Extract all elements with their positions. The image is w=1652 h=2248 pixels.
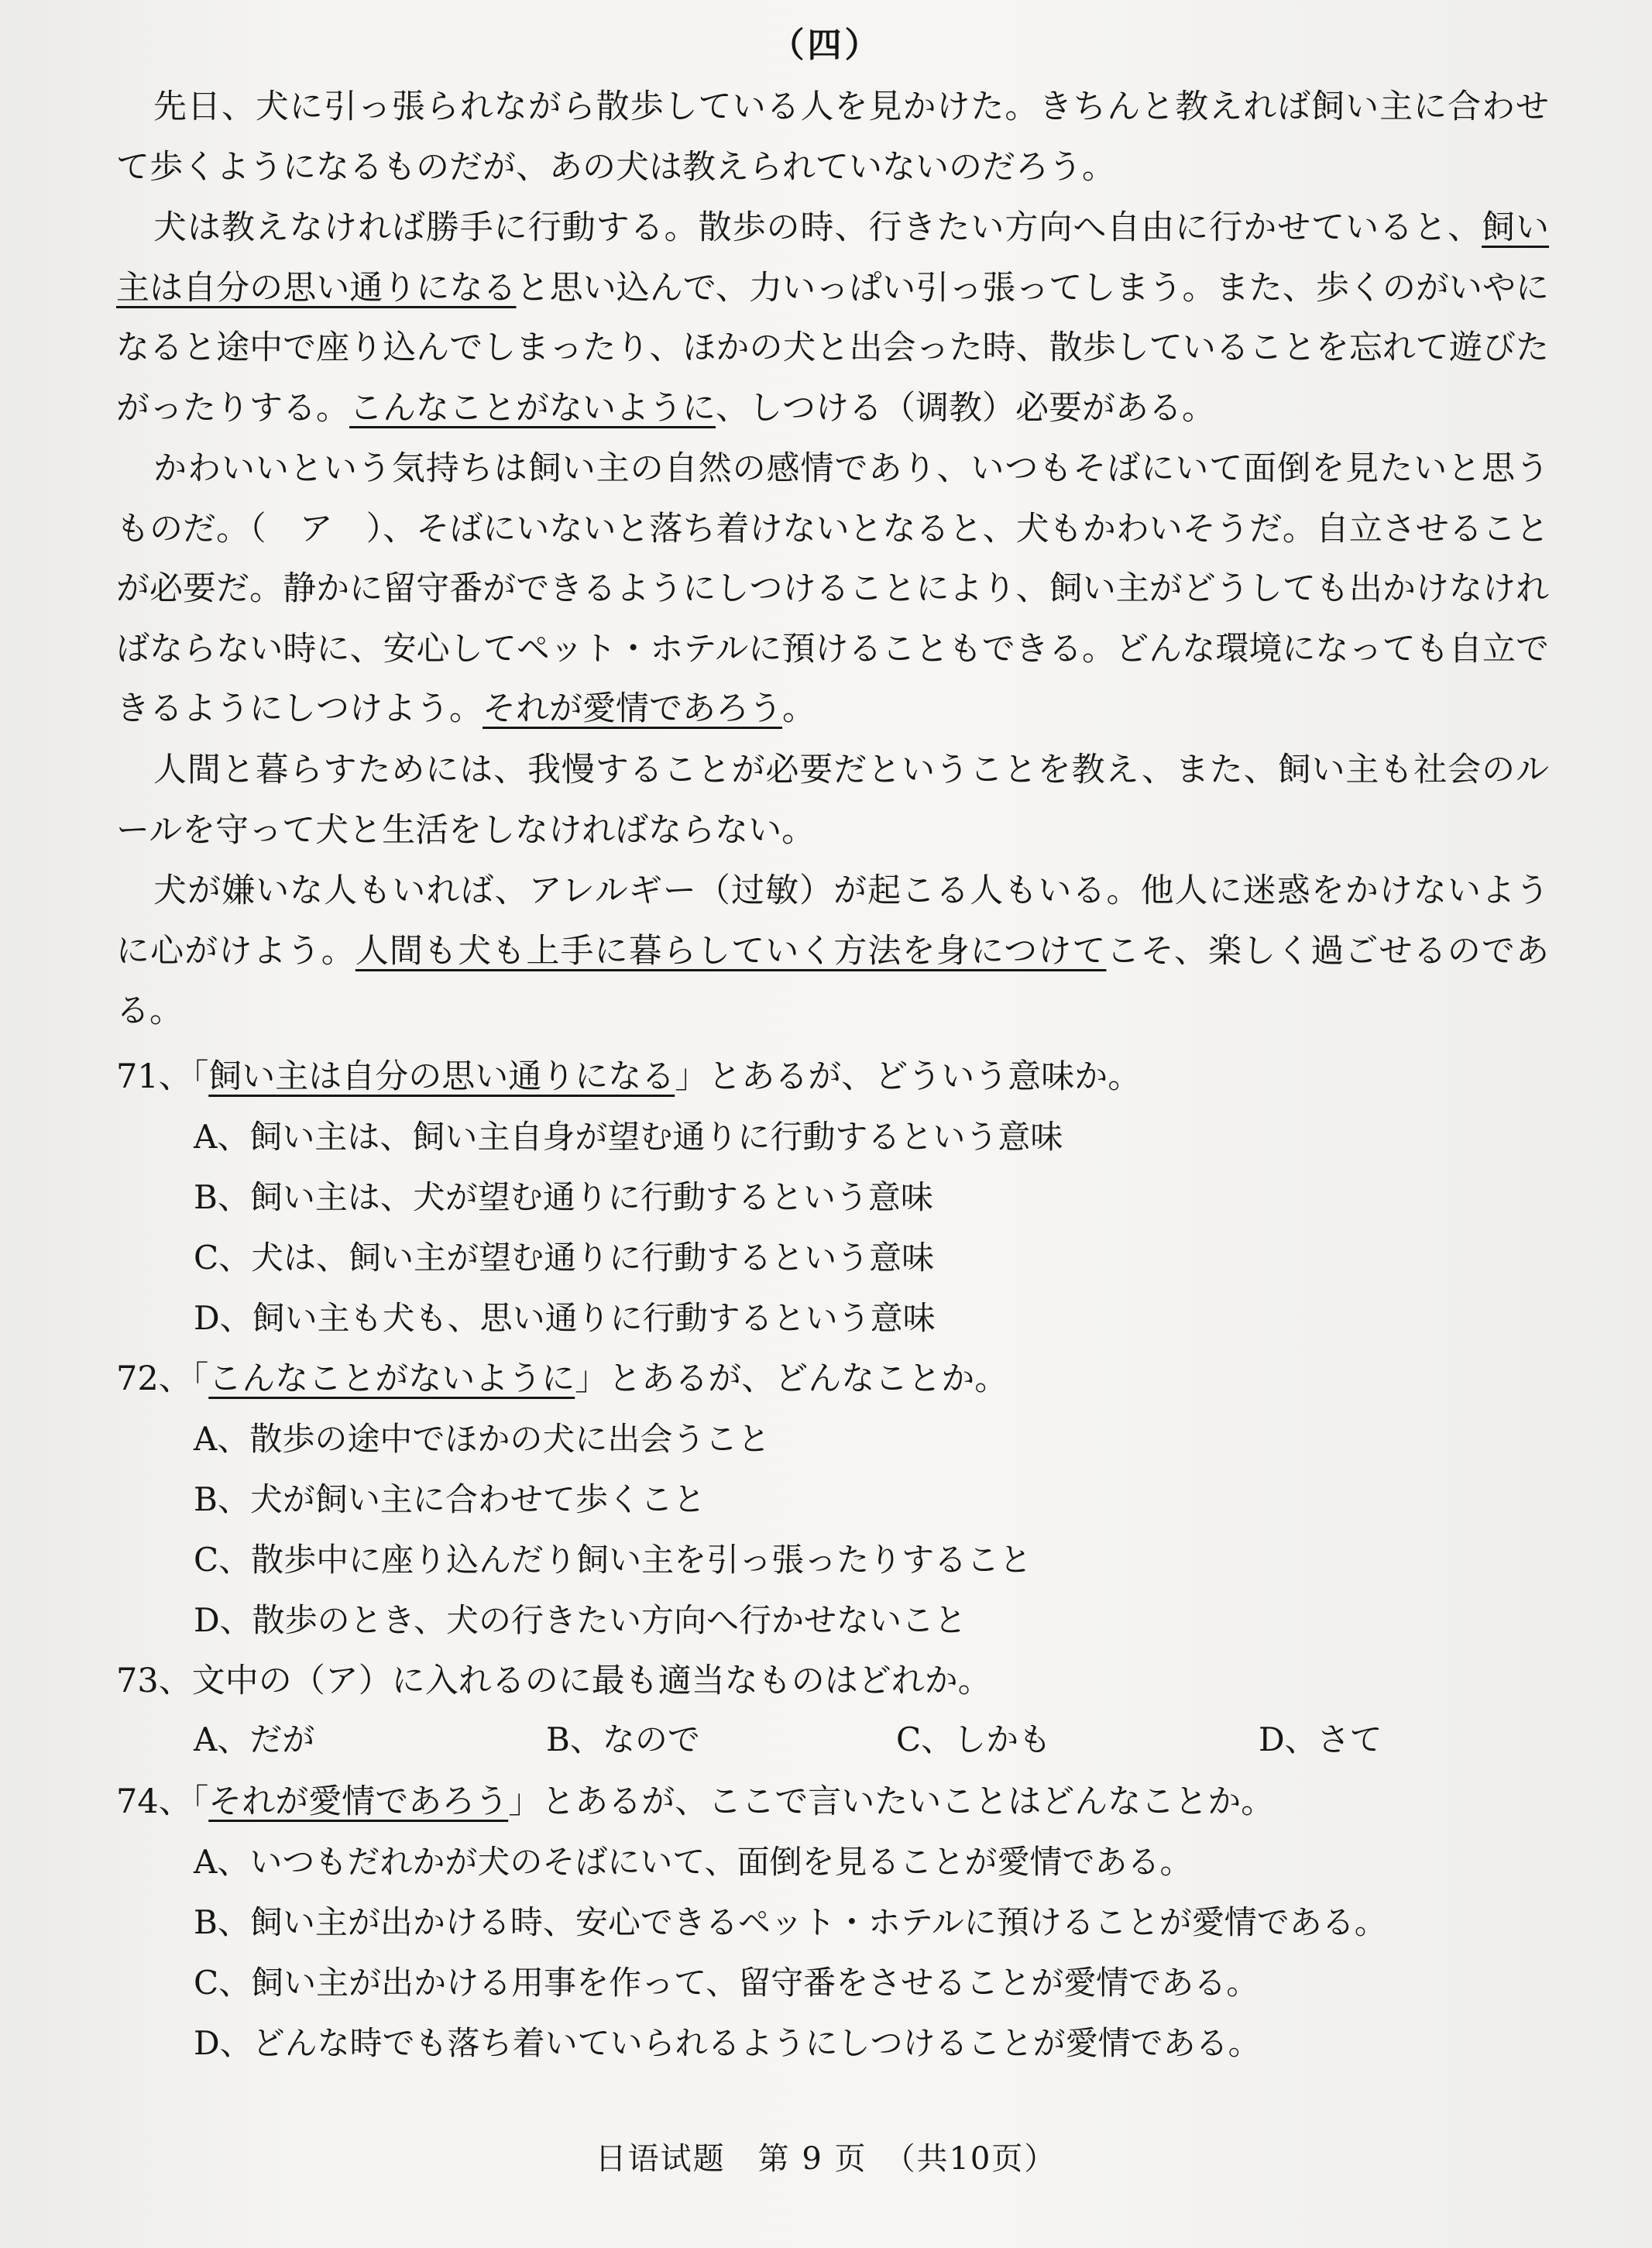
question-74-option-a[interactable]: A、いつもだれかが犬のそばにいて、面倒を見ることが愛情である。: [194, 1843, 1193, 1881]
passage-paragraph-3: [116, 439, 1549, 740]
question-74-option-d[interactable]: D、どんな時でも落ち着いていられるようにしつけることが愛情である。: [194, 2024, 1261, 2062]
passage-p4-text: 人間と暮らすためには、我慢することが必要だということを教え、また、飼い主も社会のルールを守って犬と生活をしなければならない。: [116, 751, 1549, 850]
passage-underline-72: こんなことがないように: [349, 388, 716, 428]
question-74-option-b[interactable]: B、飼い主が出かける時、安心できるペット・ホテルに預けることが愛情である。: [194, 1903, 1387, 1941]
passage-paragraph-2: [116, 198, 1549, 438]
passage-p5-text-b: こそ、楽しく過ごせるのである。: [116, 931, 1550, 1030]
passage-p3-text-b: 。: [782, 689, 816, 728]
question-74-suffix: 」とあるが、ここで言いたいことはどんなことか。: [508, 1782, 1275, 1821]
passage-p2-text-c: 、しつける（调教）必要がある。: [716, 388, 1215, 428]
passage-p5-text-a: 犬が嫌いな人もいれば、アレルギー（过敏）が起こる人もいる。他人に迷惑をかけないように心がけよう。: [116, 871, 1549, 971]
passage-p1-text: 先日、犬に引っ張られながら散歩している人を見かけた。きちんと教えれば飼い主に合わせて歩くようになるものだが、あの犬は教えられていないのだろう。: [116, 88, 1549, 187]
question-74-underlined: それが愛情であろう: [208, 1782, 509, 1821]
question-73-option-a[interactable]: A、だが: [194, 1720, 315, 1758]
passage-underline-71: 飼い主は自分の思い通りになる: [116, 208, 1550, 308]
passage-p3-text-a: かわいいという気持ちは飼い主の自然の感情であり、いつもそばにいて面倒を見たいと思うものだ。（ ア ）、そばにいないと落ち着けないとなると、犬もかわいそうだ。自立させることが必要だ。静かに留守番ができるようにしつけることにより、飼い主がどうしても出かけなければならない時に、安心してペット・ホテルに預けることもできる。どんな環境になっても自立できるようにしつけよう。: [116, 449, 1549, 728]
question-74-option-c[interactable]: C、飼い主が出かける用事を作って、留守番をさせることが愛情である。: [194, 1964, 1259, 2002]
passage-paragraph-5: [116, 861, 1549, 1042]
question-72-option-c[interactable]: C、散歩中に座り込んだり飼い主を引っ張ったりすること: [194, 1541, 1032, 1579]
section-title: （四）: [770, 26, 882, 65]
question-74: [116, 1779, 1588, 1825]
question-72: [116, 1356, 1588, 1402]
question-71-option-c[interactable]: C、犬は、飼い主が望む通りに行動するという意味: [194, 1239, 935, 1277]
passage-p2-text-a: 犬は教えなければ勝手に行動する。散歩の時、行きたい方向へ自由に行かせていると、: [153, 208, 1482, 247]
question-74-prefix: 74、「: [116, 1782, 209, 1821]
passage-underline-5: 人間も犬も上手に暮らしていく方法を身につけて: [355, 931, 1107, 971]
question-71-option-b[interactable]: B、飼い主は、犬が望む通りに行動するという意味: [194, 1178, 933, 1216]
question-72-suffix: 」とあるが、どんなことか。: [575, 1359, 1008, 1398]
question-72-underlined: こんなことがないように: [208, 1359, 575, 1398]
question-71-option-a[interactable]: A、飼い主は、飼い主自身が望む通りに行動するという意味: [194, 1118, 1063, 1156]
question-72-option-b[interactable]: B、犬が飼い主に合わせて歩くこと: [194, 1480, 706, 1518]
question-73-option-d[interactable]: D、さて: [1259, 1720, 1382, 1758]
passage-underline-74: それが愛情であろう: [483, 689, 782, 728]
question-73-option-c[interactable]: C、しかも: [896, 1720, 1052, 1758]
passage-paragraph-1: [116, 77, 1549, 198]
passage-paragraph-4: [116, 741, 1549, 861]
question-72-option-a[interactable]: A、散歩の途中でほかの犬に出会うこと: [194, 1420, 771, 1458]
question-71-suffix: 」とあるが、どういう意味か。: [675, 1057, 1142, 1096]
question-72-option-d[interactable]: D、散歩のとき、犬の行きたい方向へ行かせないこと: [194, 1601, 967, 1639]
passage-p2-text-b: と思い込んで、力いっぱい引っ張ってしまう。また、歩くのがいやになると途中で座り込んでしまったり、ほかの犬と出会った時、散歩していることを忘れて遊びたがったりする。: [116, 268, 1549, 428]
page-footer: 日语试题 第 9 页 （共10页）: [595, 2141, 1057, 2177]
question-73: 73、文中の（ア）に入れるのに最も適当なものはどれか。: [116, 1662, 991, 1700]
question-71-option-d[interactable]: D、飼い主も犬も、思い通りに行動するという意味: [194, 1299, 936, 1337]
question-73-option-b[interactable]: B、なので: [546, 1720, 700, 1758]
question-72-prefix: 72、「: [116, 1359, 209, 1398]
question-71: [116, 1054, 1588, 1100]
question-71-underlined: 飼い主は自分の思い通りになる: [208, 1057, 675, 1096]
question-71-prefix: 71、「: [116, 1057, 209, 1096]
